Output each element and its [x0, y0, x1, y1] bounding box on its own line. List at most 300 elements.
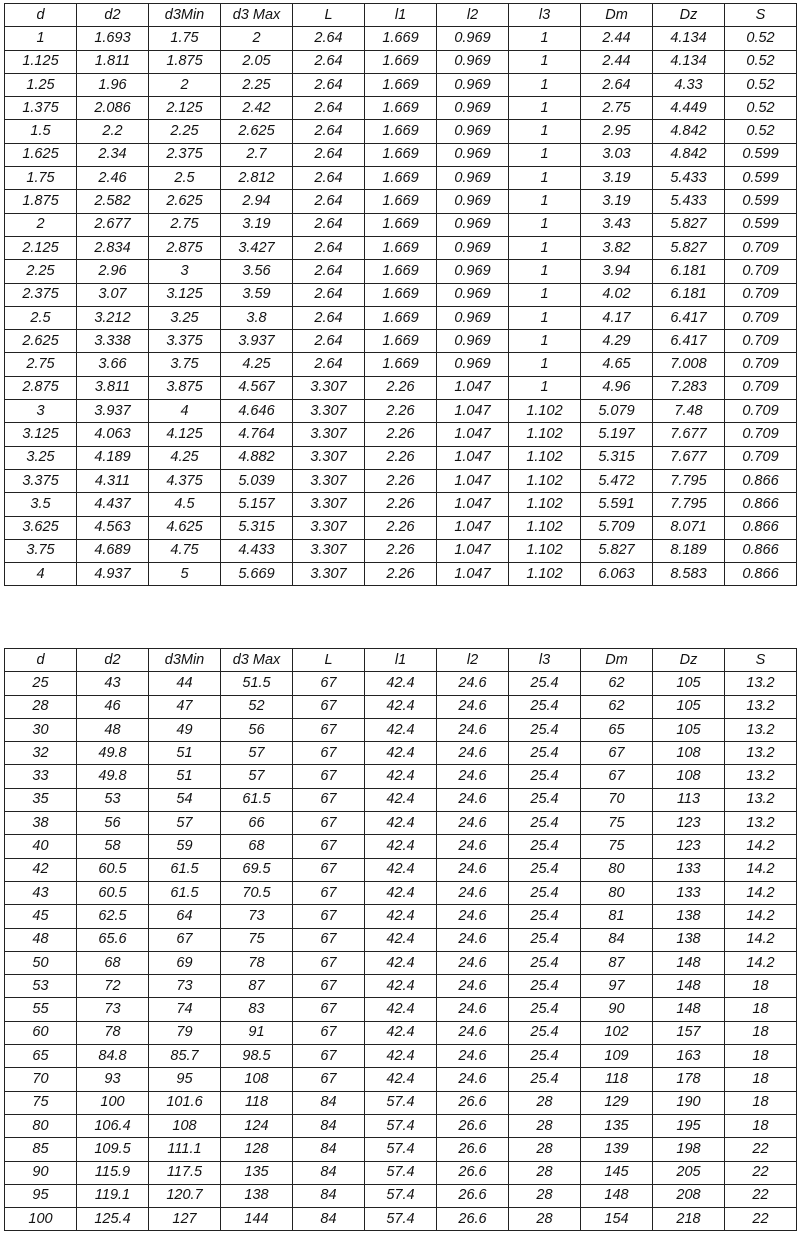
table-cell: 1 — [509, 306, 581, 329]
table-cell: 2.834 — [77, 236, 149, 259]
table-cell: 3 — [5, 400, 77, 423]
table-cell: 145 — [581, 1161, 653, 1184]
table-cell: 25.4 — [509, 835, 581, 858]
table-cell: 3.94 — [581, 260, 653, 283]
table-cell: 35 — [5, 788, 77, 811]
table-cell: 22 — [725, 1161, 797, 1184]
table-cell: 84 — [293, 1184, 365, 1207]
table-cell: 0.709 — [725, 446, 797, 469]
table-cell: 60 — [5, 1021, 77, 1044]
table-cell: 24.6 — [437, 742, 509, 765]
table-cell: 80 — [581, 858, 653, 881]
table-cell: 113 — [653, 788, 725, 811]
table-cell: 61.5 — [149, 858, 221, 881]
table-cell: 87 — [221, 975, 293, 998]
table-row — [5, 190, 797, 213]
table-cell: 2.95 — [581, 120, 653, 143]
table-cell: 4.063 — [77, 423, 149, 446]
table-cell: 1 — [509, 213, 581, 236]
table-cell: 75 — [221, 928, 293, 951]
table-cell: 67 — [293, 695, 365, 718]
table-cell: 4.937 — [77, 563, 149, 586]
table-cell: 67 — [293, 742, 365, 765]
metric-dimension-table — [4, 648, 797, 1231]
table-cell: 42 — [5, 858, 77, 881]
table-cell: 4.625 — [149, 516, 221, 539]
table-cell: 4.189 — [77, 446, 149, 469]
table-cell: 93 — [77, 1068, 149, 1091]
table-row — [5, 951, 797, 974]
table-cell: 57.4 — [365, 1161, 437, 1184]
table-cell: 2.26 — [365, 493, 437, 516]
table-cell: 24.6 — [437, 765, 509, 788]
table-cell: 84 — [293, 1161, 365, 1184]
table-cell: 2.812 — [221, 167, 293, 190]
table-cell: 74 — [149, 998, 221, 1021]
table-cell: 84 — [293, 1091, 365, 1114]
table-cell: 13.2 — [725, 788, 797, 811]
table-cell: 108 — [221, 1068, 293, 1091]
column-header-dm: Dm — [581, 4, 653, 27]
table-row — [5, 167, 797, 190]
table-cell: 14.2 — [725, 881, 797, 904]
table-cell: 2.582 — [77, 190, 149, 213]
table-cell: 3.307 — [293, 400, 365, 423]
table-cell: 138 — [653, 905, 725, 928]
table-cell: 1.047 — [437, 539, 509, 562]
table-cell: 7.008 — [653, 353, 725, 376]
table-cell: 4.449 — [653, 97, 725, 120]
table-cell: 52 — [221, 695, 293, 718]
table-cell: 1 — [509, 260, 581, 283]
table-cell: 123 — [653, 812, 725, 835]
table-cell: 67 — [293, 835, 365, 858]
table-cell: 49 — [149, 718, 221, 741]
column-header-d: d — [5, 4, 77, 27]
table-cell: 67 — [293, 928, 365, 951]
metric-table-body — [5, 672, 797, 1231]
table-cell: 3.8 — [221, 306, 293, 329]
table-cell: 118 — [221, 1091, 293, 1114]
table-cell: 2 — [5, 213, 77, 236]
table-cell: 56 — [77, 812, 149, 835]
table-row — [5, 788, 797, 811]
table-cell: 4.311 — [77, 469, 149, 492]
column-header-l2: l2 — [437, 4, 509, 27]
table-cell: 28 — [509, 1184, 581, 1207]
table-cell: 5 — [149, 563, 221, 586]
table-cell: 24.6 — [437, 905, 509, 928]
column-header-l3: l3 — [509, 649, 581, 672]
column-header-dm: Dm — [581, 649, 653, 672]
table-cell: 48 — [77, 718, 149, 741]
table-cell: 13.2 — [725, 695, 797, 718]
table-cell: 67 — [293, 1045, 365, 1068]
table-cell: 42.4 — [365, 1068, 437, 1091]
table-cell: 1.669 — [365, 120, 437, 143]
table-cell: 2.64 — [293, 97, 365, 120]
table-cell: 5.315 — [581, 446, 653, 469]
column-header-l1: l1 — [365, 4, 437, 27]
table-cell: 0.866 — [725, 516, 797, 539]
table-cell: 18 — [725, 1068, 797, 1091]
column-header-d: d — [5, 649, 77, 672]
table-row — [5, 1068, 797, 1091]
table-cell: 24.6 — [437, 788, 509, 811]
table-cell: 1.047 — [437, 423, 509, 446]
table-cell: 125.4 — [77, 1208, 149, 1231]
table-cell: 28 — [5, 695, 77, 718]
table-row — [5, 765, 797, 788]
table-cell: 106.4 — [77, 1114, 149, 1137]
table-cell: 195 — [653, 1114, 725, 1137]
table-cell: 0.709 — [725, 260, 797, 283]
table-cell: 198 — [653, 1138, 725, 1161]
table-cell: 0.52 — [725, 27, 797, 50]
table-cell: 24.6 — [437, 1021, 509, 1044]
table-cell: 51 — [149, 765, 221, 788]
table-cell: 138 — [653, 928, 725, 951]
table-cell: 18 — [725, 998, 797, 1021]
table-cell: 57.4 — [365, 1184, 437, 1207]
table-cell: 2.26 — [365, 423, 437, 446]
table-cell: 61.5 — [221, 788, 293, 811]
table-cell: 56 — [221, 718, 293, 741]
table-cell: 2.46 — [77, 167, 149, 190]
table-cell: 2.75 — [5, 353, 77, 376]
table-cell: 60.5 — [77, 881, 149, 904]
table-cell: 1.96 — [77, 73, 149, 96]
table-cell: 208 — [653, 1184, 725, 1207]
table-row — [5, 516, 797, 539]
table-cell: 1 — [509, 376, 581, 399]
table-row — [5, 835, 797, 858]
table-cell: 3.07 — [77, 283, 149, 306]
table-cell: 120.7 — [149, 1184, 221, 1207]
table-cell: 0.52 — [725, 97, 797, 120]
table-row — [5, 283, 797, 306]
table-cell: 111.1 — [149, 1138, 221, 1161]
table-cell: 5.709 — [581, 516, 653, 539]
table-cell: 2.086 — [77, 97, 149, 120]
table-cell: 2.64 — [293, 190, 365, 213]
table-cell: 25.4 — [509, 858, 581, 881]
table-cell: 42.4 — [365, 951, 437, 974]
table-cell: 1.102 — [509, 423, 581, 446]
table-cell: 6.417 — [653, 306, 725, 329]
table-cell: 90 — [581, 998, 653, 1021]
table-cell: 42.4 — [365, 881, 437, 904]
table-cell: 84.8 — [77, 1045, 149, 1068]
table-cell: 0.52 — [725, 120, 797, 143]
table-cell: 1.669 — [365, 353, 437, 376]
table-cell: 26.6 — [437, 1208, 509, 1231]
table-cell: 1.047 — [437, 400, 509, 423]
table-cell: 1.102 — [509, 516, 581, 539]
table-cell: 24.6 — [437, 998, 509, 1021]
table-cell: 64 — [149, 905, 221, 928]
table-cell: 128 — [221, 1138, 293, 1161]
table-cell: 2.64 — [581, 73, 653, 96]
table-cell: 13.2 — [725, 812, 797, 835]
table-cell: 1.669 — [365, 283, 437, 306]
table-cell: 190 — [653, 1091, 725, 1114]
table-cell: 24.6 — [437, 858, 509, 881]
table-cell: 2.44 — [581, 50, 653, 73]
table-cell: 117.5 — [149, 1161, 221, 1184]
table-cell: 3.03 — [581, 143, 653, 166]
table-cell: 2.26 — [365, 539, 437, 562]
table-cell: 5.433 — [653, 167, 725, 190]
table-cell: 0.709 — [725, 330, 797, 353]
table-cell: 60.5 — [77, 858, 149, 881]
column-header-dz: Dz — [653, 4, 725, 27]
table-cell: 3.82 — [581, 236, 653, 259]
table-cell: 95 — [149, 1068, 221, 1091]
table-row — [5, 1138, 797, 1161]
table-cell: 0.969 — [437, 73, 509, 96]
table-cell: 1.669 — [365, 73, 437, 96]
table-cell: 0.709 — [725, 376, 797, 399]
table-cell: 2.64 — [293, 353, 365, 376]
table-cell: 154 — [581, 1208, 653, 1231]
table-cell: 2.42 — [221, 97, 293, 120]
table-cell: 2.75 — [149, 213, 221, 236]
table-cell: 105 — [653, 718, 725, 741]
table-cell: 2.625 — [149, 190, 221, 213]
table-cell: 5.591 — [581, 493, 653, 516]
table-cell: 0.969 — [437, 97, 509, 120]
table-cell: 118 — [581, 1068, 653, 1091]
table-cell: 1.5 — [5, 120, 77, 143]
table-cell: 26.6 — [437, 1138, 509, 1161]
table-cell: 138 — [221, 1184, 293, 1207]
table-cell: 3.338 — [77, 330, 149, 353]
table-cell: 1.047 — [437, 469, 509, 492]
table-cell: 2.125 — [149, 97, 221, 120]
table-cell: 13.2 — [725, 765, 797, 788]
table-cell: 49.8 — [77, 742, 149, 765]
table-cell: 3.75 — [149, 353, 221, 376]
table-cell: 101.6 — [149, 1091, 221, 1114]
table-cell: 67 — [293, 1021, 365, 1044]
table-cell: 14.2 — [725, 951, 797, 974]
table-cell: 42.4 — [365, 742, 437, 765]
table-cell: 4.764 — [221, 423, 293, 446]
table-cell: 13.2 — [725, 718, 797, 741]
table-cell: 1.669 — [365, 27, 437, 50]
table-cell: 85 — [5, 1138, 77, 1161]
table-cell: 3.307 — [293, 539, 365, 562]
table-cell: 1.669 — [365, 260, 437, 283]
table-row — [5, 975, 797, 998]
table-cell: 133 — [653, 881, 725, 904]
inch-dimension-table — [4, 3, 797, 586]
table-cell: 42.4 — [365, 718, 437, 741]
table-row — [5, 446, 797, 469]
column-header-l: L — [293, 4, 365, 27]
table-cell: 28 — [509, 1138, 581, 1161]
table-cell: 33 — [5, 765, 77, 788]
table-row — [5, 563, 797, 586]
table-cell: 2.26 — [365, 563, 437, 586]
table-cell: 4.563 — [77, 516, 149, 539]
table-cell: 4.02 — [581, 283, 653, 306]
table-cell: 4.567 — [221, 376, 293, 399]
table-cell: 2.2 — [77, 120, 149, 143]
table-cell: 4.646 — [221, 400, 293, 423]
table-cell: 25.4 — [509, 975, 581, 998]
table-cell: 24.6 — [437, 1045, 509, 1068]
table-row — [5, 73, 797, 96]
table-cell: 0.969 — [437, 236, 509, 259]
table-row — [5, 423, 797, 446]
table-cell: 127 — [149, 1208, 221, 1231]
table-cell: 73 — [149, 975, 221, 998]
table-row — [5, 1161, 797, 1184]
table-cell: 67 — [149, 928, 221, 951]
table-cell: 5.433 — [653, 190, 725, 213]
table-cell: 1 — [5, 27, 77, 50]
table-cell: 3.307 — [293, 446, 365, 469]
table-cell: 2.25 — [149, 120, 221, 143]
table-cell: 70 — [5, 1068, 77, 1091]
table-cell: 2.64 — [293, 213, 365, 236]
table-cell: 68 — [221, 835, 293, 858]
table-cell: 25.4 — [509, 812, 581, 835]
table-cell: 81 — [581, 905, 653, 928]
table-cell: 67 — [293, 672, 365, 695]
table-cell: 70 — [581, 788, 653, 811]
table-cell: 67 — [581, 765, 653, 788]
table-cell: 0.969 — [437, 120, 509, 143]
table-cell: 68 — [77, 951, 149, 974]
table-cell: 4.25 — [149, 446, 221, 469]
table-cell: 24.6 — [437, 951, 509, 974]
column-header-l1: l1 — [365, 649, 437, 672]
table-cell: 18 — [725, 1021, 797, 1044]
table-cell: 3.307 — [293, 516, 365, 539]
table-cell: 1.102 — [509, 400, 581, 423]
table-cell: 1.811 — [77, 50, 149, 73]
table-cell: 3.625 — [5, 516, 77, 539]
table-cell: 2.64 — [293, 143, 365, 166]
column-header-s: S — [725, 4, 797, 27]
table-cell: 1 — [509, 283, 581, 306]
table-cell: 25.4 — [509, 1068, 581, 1091]
table-cell: 135 — [581, 1114, 653, 1137]
table-cell: 75 — [581, 812, 653, 835]
table-cell: 1 — [509, 143, 581, 166]
table-cell: 85.7 — [149, 1045, 221, 1068]
table-cell: 2.94 — [221, 190, 293, 213]
table-row — [5, 143, 797, 166]
table-cell: 67 — [293, 858, 365, 881]
table-cell: 42.4 — [365, 998, 437, 1021]
table-cell: 0.52 — [725, 73, 797, 96]
table-cell: 42.4 — [365, 928, 437, 951]
table-cell: 14.2 — [725, 905, 797, 928]
table-row — [5, 330, 797, 353]
table-cell: 124 — [221, 1114, 293, 1137]
column-header-d3-max: d3 Max — [221, 4, 293, 27]
table-cell: 0.969 — [437, 283, 509, 306]
table-row — [5, 672, 797, 695]
table-cell: 62 — [581, 695, 653, 718]
table-cell: 7.48 — [653, 400, 725, 423]
table-cell: 3.212 — [77, 306, 149, 329]
table-cell: 1.125 — [5, 50, 77, 73]
table-cell: 3.937 — [221, 330, 293, 353]
table-cell: 1.875 — [149, 50, 221, 73]
table-cell: 1.669 — [365, 330, 437, 353]
table-cell: 28 — [509, 1208, 581, 1231]
table-cell: 0.709 — [725, 306, 797, 329]
table-cell: 1.669 — [365, 97, 437, 120]
table-cell: 24.6 — [437, 672, 509, 695]
table-cell: 59 — [149, 835, 221, 858]
table-cell: 26.6 — [437, 1091, 509, 1114]
table-cell: 22 — [725, 1208, 797, 1231]
table-cell: 5.157 — [221, 493, 293, 516]
table-cell: 44 — [149, 672, 221, 695]
table-cell: 7.795 — [653, 469, 725, 492]
table-cell: 0.709 — [725, 353, 797, 376]
table-cell: 218 — [653, 1208, 725, 1231]
table-cell: 3.307 — [293, 376, 365, 399]
table-cell: 157 — [653, 1021, 725, 1044]
table-row — [5, 539, 797, 562]
table-cell: 3.59 — [221, 283, 293, 306]
table-cell: 178 — [653, 1068, 725, 1091]
table-cell: 58 — [77, 835, 149, 858]
table-cell: 91 — [221, 1021, 293, 1044]
table-cell: 1 — [509, 97, 581, 120]
table-cell: 4.75 — [149, 539, 221, 562]
table-cell: 109.5 — [77, 1138, 149, 1161]
table-cell: 0.709 — [725, 236, 797, 259]
table-cell: 2.677 — [77, 213, 149, 236]
table-row — [5, 718, 797, 741]
table-cell: 4.25 — [221, 353, 293, 376]
table-cell: 2.64 — [293, 50, 365, 73]
table-cell: 13.2 — [725, 672, 797, 695]
table-cell: 2.26 — [365, 516, 437, 539]
table-cell: 43 — [5, 881, 77, 904]
table-cell: 67 — [293, 951, 365, 974]
table-cell: 105 — [653, 672, 725, 695]
table-cell: 2.26 — [365, 469, 437, 492]
table-cell: 25.4 — [509, 742, 581, 765]
table-cell: 4.842 — [653, 143, 725, 166]
table-cell: 25.4 — [509, 998, 581, 1021]
table-cell: 0.969 — [437, 143, 509, 166]
table-cell: 57.4 — [365, 1091, 437, 1114]
table-cell: 3.19 — [581, 167, 653, 190]
table-cell: 1 — [509, 236, 581, 259]
table-cell: 54 — [149, 788, 221, 811]
table-cell: 24.6 — [437, 835, 509, 858]
table-cell: 2.26 — [365, 400, 437, 423]
table-cell: 79 — [149, 1021, 221, 1044]
table-cell: 2.7 — [221, 143, 293, 166]
table-cell: 4.375 — [149, 469, 221, 492]
table-cell: 3.75 — [5, 539, 77, 562]
table-cell: 57.4 — [365, 1208, 437, 1231]
table-cell: 119.1 — [77, 1184, 149, 1207]
table-cell: 51.5 — [221, 672, 293, 695]
table-cell: 40 — [5, 835, 77, 858]
